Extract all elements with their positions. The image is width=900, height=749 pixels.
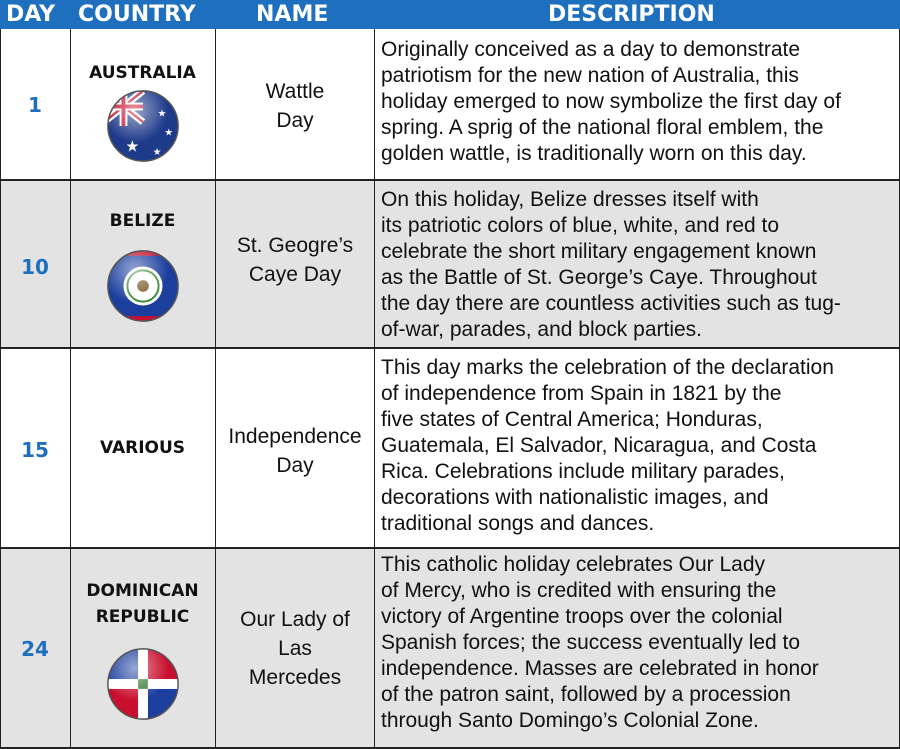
country-cell: AUSTRALIA [89, 63, 196, 83]
name-cell: Independence Day [228, 425, 362, 477]
column-divider [70, 29, 71, 749]
header-country: COUNTRY [78, 2, 196, 27]
table-row [0, 181, 900, 348]
table-row [0, 349, 900, 548]
dominican-republic-flag-icon [104, 645, 182, 723]
table-row [0, 549, 900, 749]
column-divider [374, 29, 375, 749]
belize-flag-icon [104, 247, 182, 325]
day-cell: 15 [21, 438, 49, 462]
description-cell: Originally conceived as a day to demonstrate patriotism for the new nation of Australia, this holiday emerged to now symbolize the first day of spring. A sprig of the national floral emblem, the golden wattle, is traditionally worn on this day. [381, 38, 841, 165]
header-description: DESCRIPTION [548, 2, 715, 27]
day-cell: 24 [21, 637, 49, 661]
day-cell: 10 [21, 255, 49, 279]
header-day: DAY [6, 2, 56, 27]
column-divider [215, 29, 216, 749]
table-header [0, 0, 900, 29]
name-cell: Our Lady of Las Mercedes [240, 608, 350, 689]
day-cell: 1 [28, 93, 42, 117]
description-cell: This day marks the celebration of the declaration of independence from Spain in 1821 by the five states of Central America; Honduras, Guatemala, El Salvador, Nicaragua, and Costa Rica. Celebrations include military parades, decorations with nationalistic images, and traditional songs and dances. [381, 356, 834, 535]
australia-flag-icon [104, 87, 182, 165]
header-name: NAME [256, 2, 329, 27]
name-cell: Wattle Day [265, 80, 325, 132]
country-cell: VARIOUS [99, 438, 186, 458]
table-row [0, 29, 900, 180]
description-cell: On this holiday, Belize dresses itself with its patriotic colors of blue, white, and red to celebrate the short military engagement known as the Battle of St. George’s Caye. Throughout the day there are countless activities such as tug- of-war, parades, and block parties. [381, 188, 841, 341]
country-cell: DOMINICAN REPUBLIC [86, 581, 199, 627]
country-cell: BELIZE [109, 211, 176, 231]
column-divider [0, 29, 1, 749]
description-cell: This catholic holiday celebrates Our Lady of Mercy, who is credited with ensuring the victory of Argentine troops over the colonial Spanish forces; the success eventually led to independence. Masses are celebrated in honor of the patron saint, followed by a procession through Santo Domingo’s Colonial Zone. [381, 553, 819, 732]
name-cell: St. Geogre’s Caye Day [236, 234, 354, 286]
